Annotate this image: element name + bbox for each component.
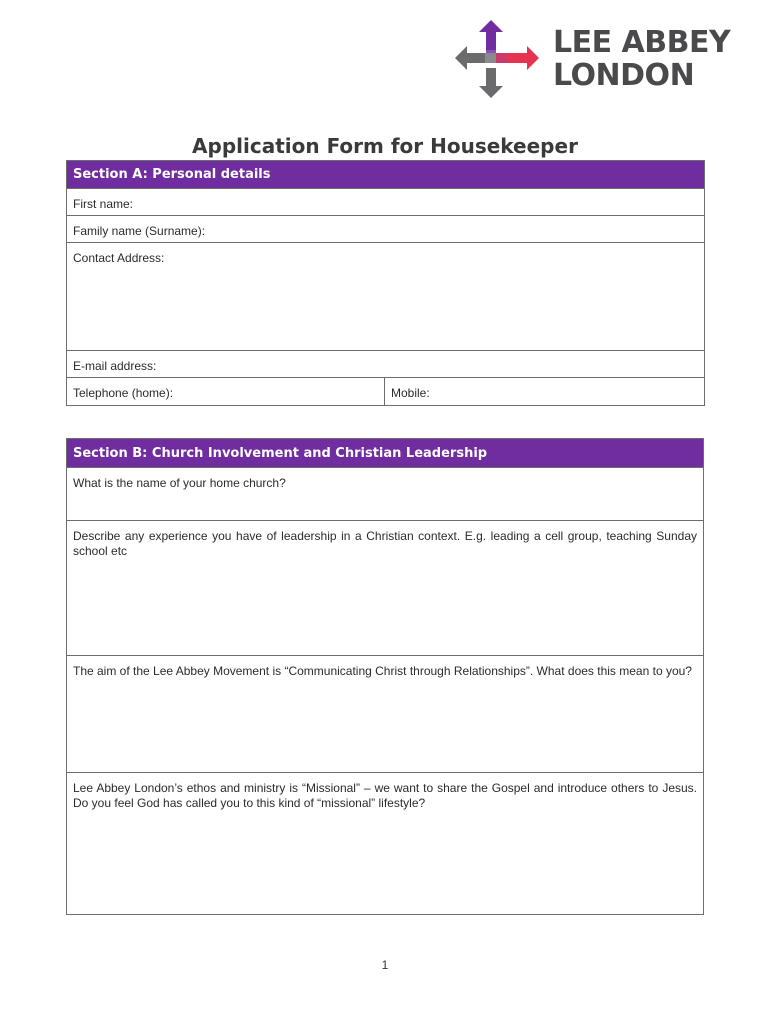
contact-address-field[interactable]	[67, 243, 705, 351]
logo-line-2: LONDON	[553, 58, 695, 93]
email-field[interactable]	[67, 351, 705, 378]
logo-line-1: LEE ABBEY	[553, 25, 731, 60]
family-name-field[interactable]	[67, 216, 705, 243]
mobile-label: Mobile:	[391, 386, 430, 400]
leadership-experience-field[interactable]	[67, 521, 704, 656]
lee-abbey-london-logo	[452, 17, 732, 101]
missional-question: Lee Abbey London’s ethos and ministry is “Missional” – we want to share the Gospel and introduce others to Jesus. Do you feel God has called you to this kind of “missional” lifestyle?	[73, 781, 697, 810]
family-name-label: Family name (Surname):	[73, 224, 206, 238]
contact-address-label: Contact Address:	[73, 251, 165, 265]
movement-aim-question: The aim of the Lee Abbey Movement is “Communicating Christ through Relationships”. What does this mean to you?	[73, 664, 692, 678]
telephone-home-label: Telephone (home):	[73, 386, 174, 400]
first-name-field[interactable]	[67, 189, 705, 216]
home-church-question: What is the name of your home church?	[73, 476, 286, 490]
home-church-field[interactable]	[67, 468, 704, 521]
page-number: 1	[381, 958, 389, 972]
mobile-field[interactable]	[385, 378, 705, 406]
telephone-home-field[interactable]	[67, 378, 385, 406]
section-b-heading: Section B: Church Involvement and Christian Leadership	[67, 439, 704, 468]
section-a-heading: Section A: Personal details	[67, 161, 705, 189]
page-title: Application Form for Housekeeper	[192, 134, 578, 158]
cross-arrows-logo-icon	[452, 17, 542, 101]
missional-lifestyle-field[interactable]	[67, 773, 704, 915]
email-label: E-mail address:	[73, 359, 157, 373]
first-name-label: First name:	[73, 197, 134, 211]
movement-aim-field[interactable]	[67, 656, 704, 773]
logo-wordmark	[553, 26, 730, 92]
section-a-table	[66, 160, 705, 406]
section-b-table	[66, 438, 704, 915]
leadership-question: Describe any experience you have of leadership in a Christian context. E.g. leading a cell group, teaching Sunday school etc	[73, 529, 697, 558]
